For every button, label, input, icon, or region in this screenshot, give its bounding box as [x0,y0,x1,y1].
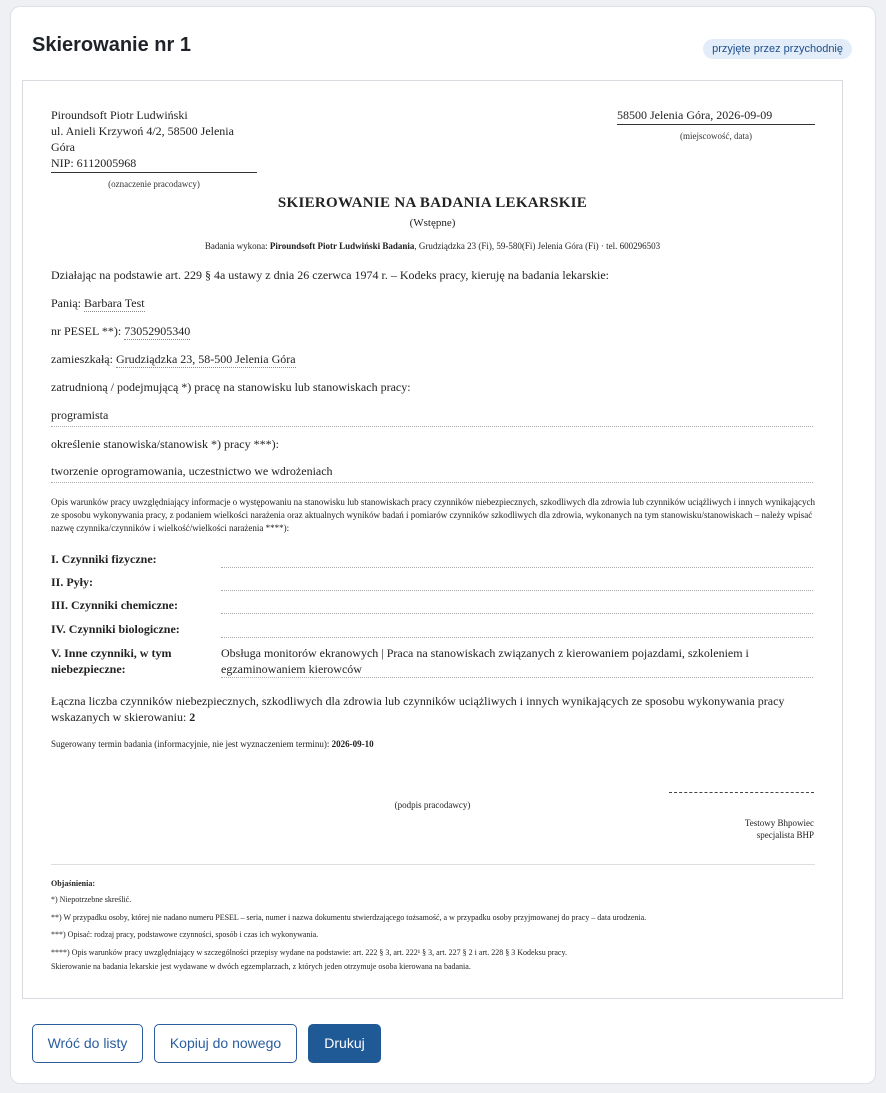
document-subtitle: (Wstępne) [409,217,456,229]
suggested-date [51,738,815,751]
position-desc-label: określenie stanowiska/stanowisk *) pracy ***): [51,437,279,451]
exam-provider-details: , Grudziądzka 23 (Fi), 59-580(Fi) Jelenia Góra (Fi) · tel. 600296503 [414,241,661,251]
document-title: SKIEROWANIE NA BADANIA LEKARSKIE [277,195,588,211]
signature-caption: (podpis pracodawcy) [394,800,471,810]
back-to-list-button[interactable]: Wróć do listy [32,1024,143,1063]
total-factors-text: Łączna liczba czynników niebezpiecznych, szkodliwych dla zdrowia lub czynników uciążliwych i innych wynikających ze sposobu wykonywania pracy wskazanych w skierowaniu: [51,694,785,724]
pesel-row [51,323,190,339]
referral-document [22,80,843,999]
conditions-note: Opis warunków pracy uwzględniający informacje o występowaniu na stanowisku lub stanowiskach pracy czynników niebezpiecznych, szkodliwych dla zdrowia lub czynników uciążliwych i innych wynikających ze sposobu wykonywania pracy, z podaniem wielkości narażenia oraz aktualnych wyników badań i pomiarów czynników szkodliwych dla zdrowia, wykonanych na tym stanowisku/stanowiskach – należy wpisać nazwę czynnika/czynników i wielkość/wielkości narażenia ****): [51,497,816,533]
residence-label: zamieszkałą: [51,352,113,366]
suggested-date-value: 2026-09-10 [331,739,374,749]
employer-block [51,107,257,192]
print-button[interactable]: Drukuj [308,1024,381,1063]
pesel-label: nr PESEL **): [51,324,122,338]
person-name: Barbara Test [84,296,145,310]
exam-provider-info [23,241,842,251]
pesel-value: 73052905340 [124,324,191,338]
signatory-name: Testowy Bhpowiec [744,818,814,828]
explanation-item: ****) Opis warunków pracy uwzględniający w szczególności przepisy wydane na podstawie: art. 222 § 3, art. 222¹ § 3, art. 227 § 2 i art. 228 § 3 Kodeksu pracy. [51,947,567,957]
factor-label-biological: IV. Czynniki biologiczne: [51,622,180,636]
factor-value-biological [221,621,813,638]
place-date-caption: (miejscowość, data) [680,131,752,141]
signature-line [669,792,814,793]
explanations-heading: Objaśnienia: [51,879,96,888]
position-label: zatrudnioną / podejmującą *) pracę na stanowisku lub stanowiskach pracy: [51,380,411,394]
factor-label-dust: II. Pyły: [51,575,93,589]
employer-caption: (oznaczenie pracodawcy) [108,179,200,189]
total-factors [51,693,815,725]
person-label: Panią: [51,296,81,310]
explanations [51,877,815,973]
factor-value-physical [221,551,813,568]
residence-value: Grudziądzka 23, 58-500 Jelenia Góra [115,352,296,366]
explanation-item: *) Niepotrzebne skreślić. [51,895,132,904]
employer-address: ul. Anieli Krzywoń 4/2, 58500 Jelenia Góra [51,124,234,154]
employer-name: Piroundsoft Piotr Ludwiński [51,108,188,122]
place-date-block [617,107,815,144]
factor-label-physical: I. Czynniki fizyczne: [51,552,157,566]
exam-provider-name: Piroundsoft Piotr Ludwiński Badania [269,241,415,251]
explanation-item: ***) Opisać: rodzaj pracy, podstawowe czynności, sposób i czas ich wykonywania. [51,930,319,939]
divider [51,864,815,865]
residence-row [51,351,296,367]
position-desc-value: tworzenie oprogramowania, uczestnictwo we wdrożeniach [51,464,813,483]
status-badge: przyjęte przez przychodnię [703,39,852,59]
explanation-item: **) W przypadku osoby, której nie nadano numeru PESEL – seria, numer i nazwa dokumentu stwierdzającego tożsamość, a w przypadku osoby przyjmowanej do pracy – data urodzenia. [51,912,647,922]
employer-nip: NIP: 6112005968 [51,155,257,173]
position-value: programista [51,408,813,427]
exam-info-prefix: Badania wykona: [204,241,268,251]
factor-label-chemical: III. Czynniki chemiczne: [51,598,178,612]
legal-basis: Działając na podstawie art. 229 § 4a ustawy z dnia 26 czerwca 1974 r. – Kodeks pracy, kieruję na badania lekarskie: [51,268,610,282]
place-date-value: 58500 Jelenia Góra, 2026-09-09 [617,107,815,125]
total-factors-value: 2 [189,710,196,724]
factor-value-dust [221,574,813,591]
page-title: Skierowanie nr 1 [32,34,191,56]
signatory [745,817,814,841]
signatory-role: specjalista BHP [756,830,814,840]
factor-label-other: V. Inne czynniki, w tym niebezpieczne: [51,646,172,676]
explanation-item: Skierowanie na badania lekarskie jest wydawane w dwóch egzemplarzach, z których jeden otrzymuje osoba kierowana na badania. [51,962,471,971]
suggested-date-text: Sugerowany termin badania (informacyjnie, nie jest wyznaczeniem terminu): [51,739,330,749]
person-row [51,295,145,311]
copy-to-new-button[interactable]: Kopiuj do nowego [154,1024,297,1063]
factor-value-chemical [221,597,813,614]
factor-value-other: Obsługa monitorów ekranowych | Praca na stanowiskach związanych z kierowaniem pojazdami, szkoleniem i egzaminowaniem kierowców [221,645,813,678]
